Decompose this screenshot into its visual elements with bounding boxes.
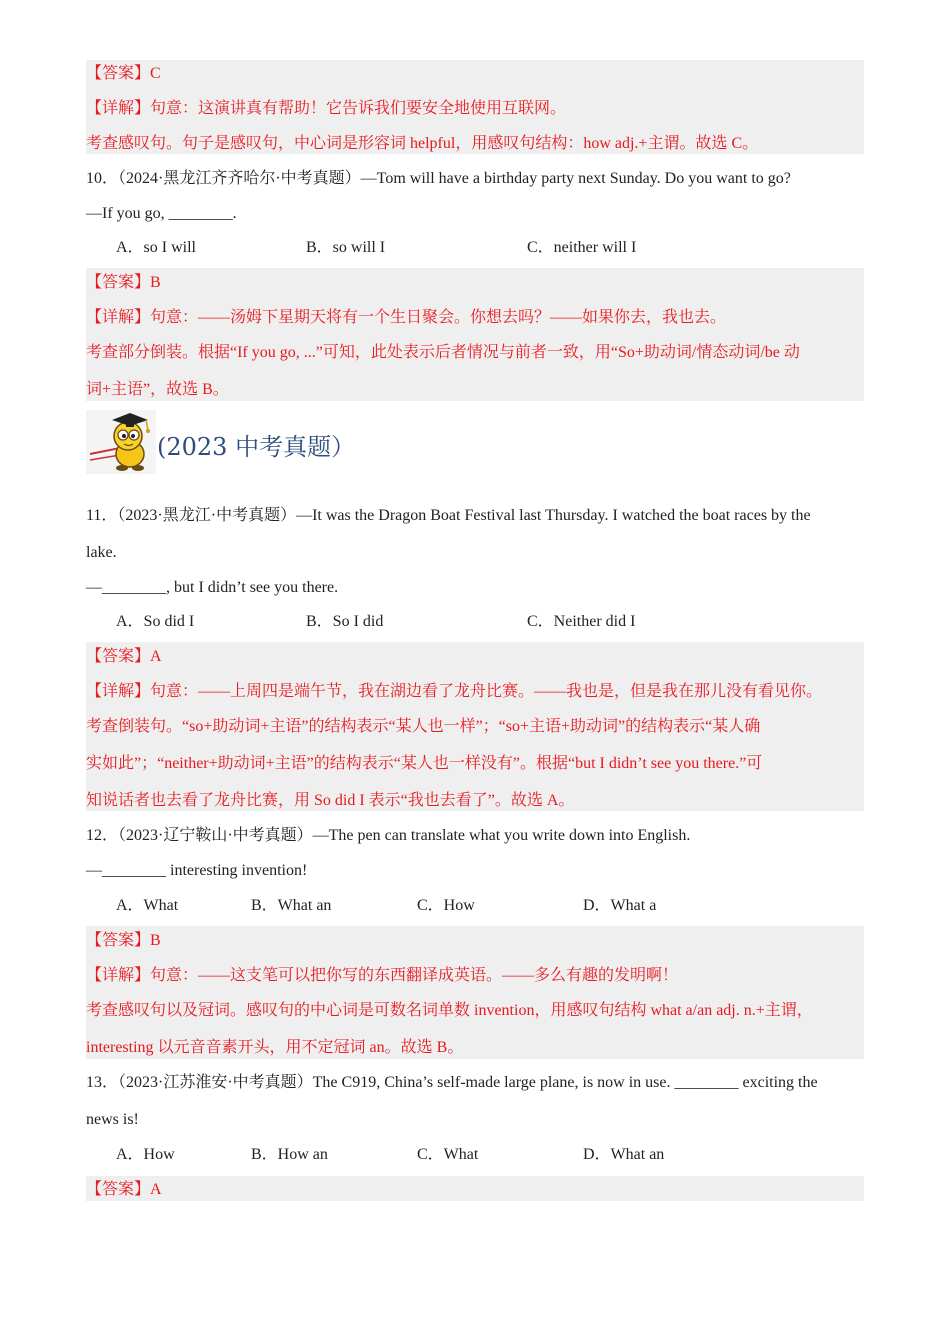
question-11-stem: 11．（2023·黑龙江·中考真题）—It was the Dragon Boat Festival last Thursday. I watched the boat races by the [86, 507, 811, 524]
section-title: (2023 中考真题） [157, 433, 356, 461]
option-q11-a: A．So did I [116, 613, 195, 630]
analysis-q10-line1: 考查部分倒装。根据“If you go, ...”可知，此处表示后者情况与前者一致，用“So+助动词/情态动词/be 动 [86, 344, 800, 361]
analysis-q10-line2: 词+主语”，故选 B。 [86, 381, 229, 398]
option-q12-b: B．What an [251, 897, 332, 914]
mascot-icon [86, 410, 156, 474]
question-12-blank: —________ interesting invention! [86, 862, 308, 879]
option-q10-b: B．so will I [306, 239, 386, 256]
option-q10-a: A．so I will [116, 239, 197, 256]
question-10-blank: —If you go, ________. [86, 205, 237, 222]
answer-q9: 【答案】C [86, 65, 161, 82]
option-q10-c: C．neither will I [527, 239, 637, 256]
question-10-stem: 10．（2024·黑龙江齐齐哈尔·中考真题）—Tom will have a birthday party next Sunday. Do you want to go? [86, 170, 791, 187]
detail-q11: 【详解】句意：——上周四是端午节，我在湖边看了龙舟比赛。——我也是，但是我在那儿没有看见你。 [86, 683, 823, 700]
option-q13-a: A．How [116, 1146, 175, 1163]
analysis-q11-line1: 考查倒装句。“so+助动词+主语”的结构表示“某人也一样”；“so+主语+助动词”的结构表示“某人确 [86, 718, 761, 735]
section-heading [86, 410, 386, 474]
option-q13-b: B．How an [251, 1146, 328, 1163]
answer-q12: 【答案】B [86, 932, 161, 949]
option-q12-c: C．How [417, 897, 475, 914]
answer-q13: 【答案】A [86, 1181, 162, 1198]
analysis-q11-line3: 知说话者也去看了龙舟比赛，用 So did I 表示“我也去看了”。故选 A。 [86, 792, 575, 809]
question-11-stem-cont: lake. [86, 544, 117, 561]
analysis-q12-line1: 考查感叹句以及冠词。感叹句的中心词是可数名词单数 invention，用感叹句结构 what a/an adj. n.+主谓， [86, 1002, 813, 1019]
option-q11-b: B．So I did [306, 613, 384, 630]
option-q12-a: A．What [116, 897, 179, 914]
question-13-stem-cont: news is! [86, 1111, 139, 1128]
question-12-stem: 12．（2023·辽宁鞍山·中考真题）—The pen can translate what you write down into English. [86, 827, 691, 844]
option-q13-c: C．What [417, 1146, 479, 1163]
detail-q9: 【详解】句意：这演讲真有帮助！它告诉我们要安全地使用互联网。 [86, 100, 567, 117]
analysis-q12-line2: interesting 以元音音素开头，用不定冠词 an。故选 B。 [86, 1039, 464, 1056]
question-11-blank: —________, but I didn’t see you there. [86, 579, 339, 596]
analysis-q9: 考查感叹句。句子是感叹句，中心词是形容词 helpful，用感叹句结构：how adj.+主谓。故选 C。 [86, 135, 759, 152]
option-q12-d: D．What a [583, 897, 657, 914]
answer-box-q13 [86, 1176, 864, 1201]
option-q11-c: C．Neither did I [527, 613, 636, 630]
detail-q12: 【详解】句意：——这支笔可以把你写的东西翻译成英语。——多么有趣的发明啊！ [86, 967, 679, 984]
detail-q10: 【详解】句意：——汤姆下星期天将有一个生日聚会。你想去吗？——如果你去，我也去。 [86, 309, 727, 326]
answer-q10: 【答案】B [86, 274, 161, 291]
answer-q11: 【答案】A [86, 648, 162, 665]
question-13-stem: 13．（2023·江苏淮安·中考真题）The C919, China’s self-made large plane, is now in use. ________ exciting the [86, 1074, 818, 1091]
analysis-q11-line2: 实如此”；“neither+助动词+主语”的结构表示“某人也一样没有”。根据“but I didn’t see you there.”可 [86, 755, 763, 772]
option-q13-d: D．What an [583, 1146, 665, 1163]
